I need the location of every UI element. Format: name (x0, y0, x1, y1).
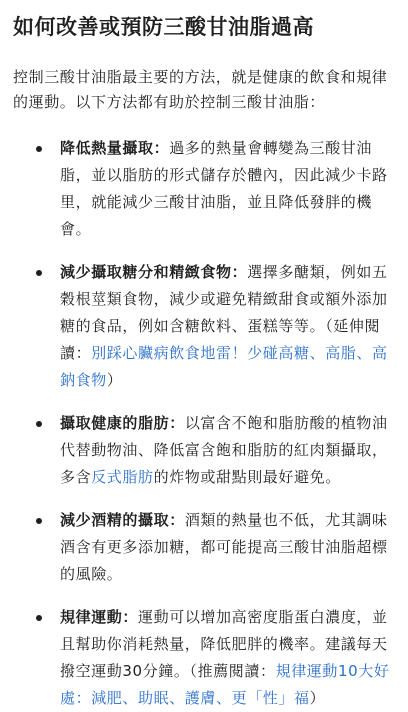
list-item-regular-exercise (13, 604, 396, 712)
tip-text-end: ） (309, 689, 326, 707)
intro-paragraph: 控制三酸甘油脂最主要的方法，就是健康的飲食和規律的運動。以下方法都有助於控制三酸甘油脂： (13, 68, 388, 111)
bullet-icon (36, 146, 42, 152)
tip-text: 運動可以增加高密度脂蛋白濃度，並且幫助你消耗熱量，降低肥胖的機率。建議每天撥空運動30分鐘。（推薦閱讀： (60, 608, 388, 680)
bullet-icon (36, 518, 42, 524)
tips-list (13, 135, 396, 712)
tip-text: 過多的熱量會轉變為三酸甘油脂，並以脂肪的形式儲存於體內，因此減少卡路里，就能減少三酸甘油脂，並且降低發胖的機會。 (60, 139, 388, 238)
list-item-reduce-sugar (13, 259, 396, 394)
tip-text: 酒類的熱量也不低，尤其調味酒含有更多添加糖，都可能提高三酸甘油脂超標的風險。 (60, 511, 388, 583)
heart-disease-diet-link[interactable]: 別踩心臟病飲食地雷！少碰高糖、高脂、高鈉食物 (60, 344, 388, 389)
bullet-icon (36, 270, 42, 276)
tip-text: 選擇多醣類，例如五穀根莖類食物，減少或避免精緻甜食或額外添加糖的食品，例如含糖飲料、蛋糕等等。（延伸閱讀： (60, 263, 388, 362)
tip-heading: 規律運動： (60, 608, 139, 626)
exercise-benefits-link[interactable]: 規律運動10大好處：減肥、助眠、護膚、更「性」福 (60, 662, 390, 707)
list-item-reduce-alcohol (13, 507, 396, 588)
tip-text-end: 的炸物或甜點則最好避免。 (153, 468, 341, 486)
bullet-icon (36, 421, 42, 427)
list-item-healthy-fats (13, 410, 396, 491)
list-item-reduce-calories (13, 135, 396, 243)
tip-heading: 攝取健康的脂肪： (60, 414, 185, 432)
trans-fat-link[interactable]: 反式脂肪 (91, 468, 154, 486)
tip-text-end: ） (106, 371, 123, 389)
tip-heading: 減少酒精的攝取： (60, 511, 185, 529)
bullet-icon (36, 615, 42, 621)
tip-heading: 降低熱量攝取： (60, 139, 170, 157)
tip-text: 以富含不飽和脂肪酸的植物油代替動物油、降低富含飽和脂肪的紅肉類攝取，多含 (60, 414, 388, 486)
article-title: 如何改善或預防三酸甘油脂過高 (13, 15, 314, 39)
tip-heading: 減少攝取糖分和精緻食物： (60, 263, 248, 281)
